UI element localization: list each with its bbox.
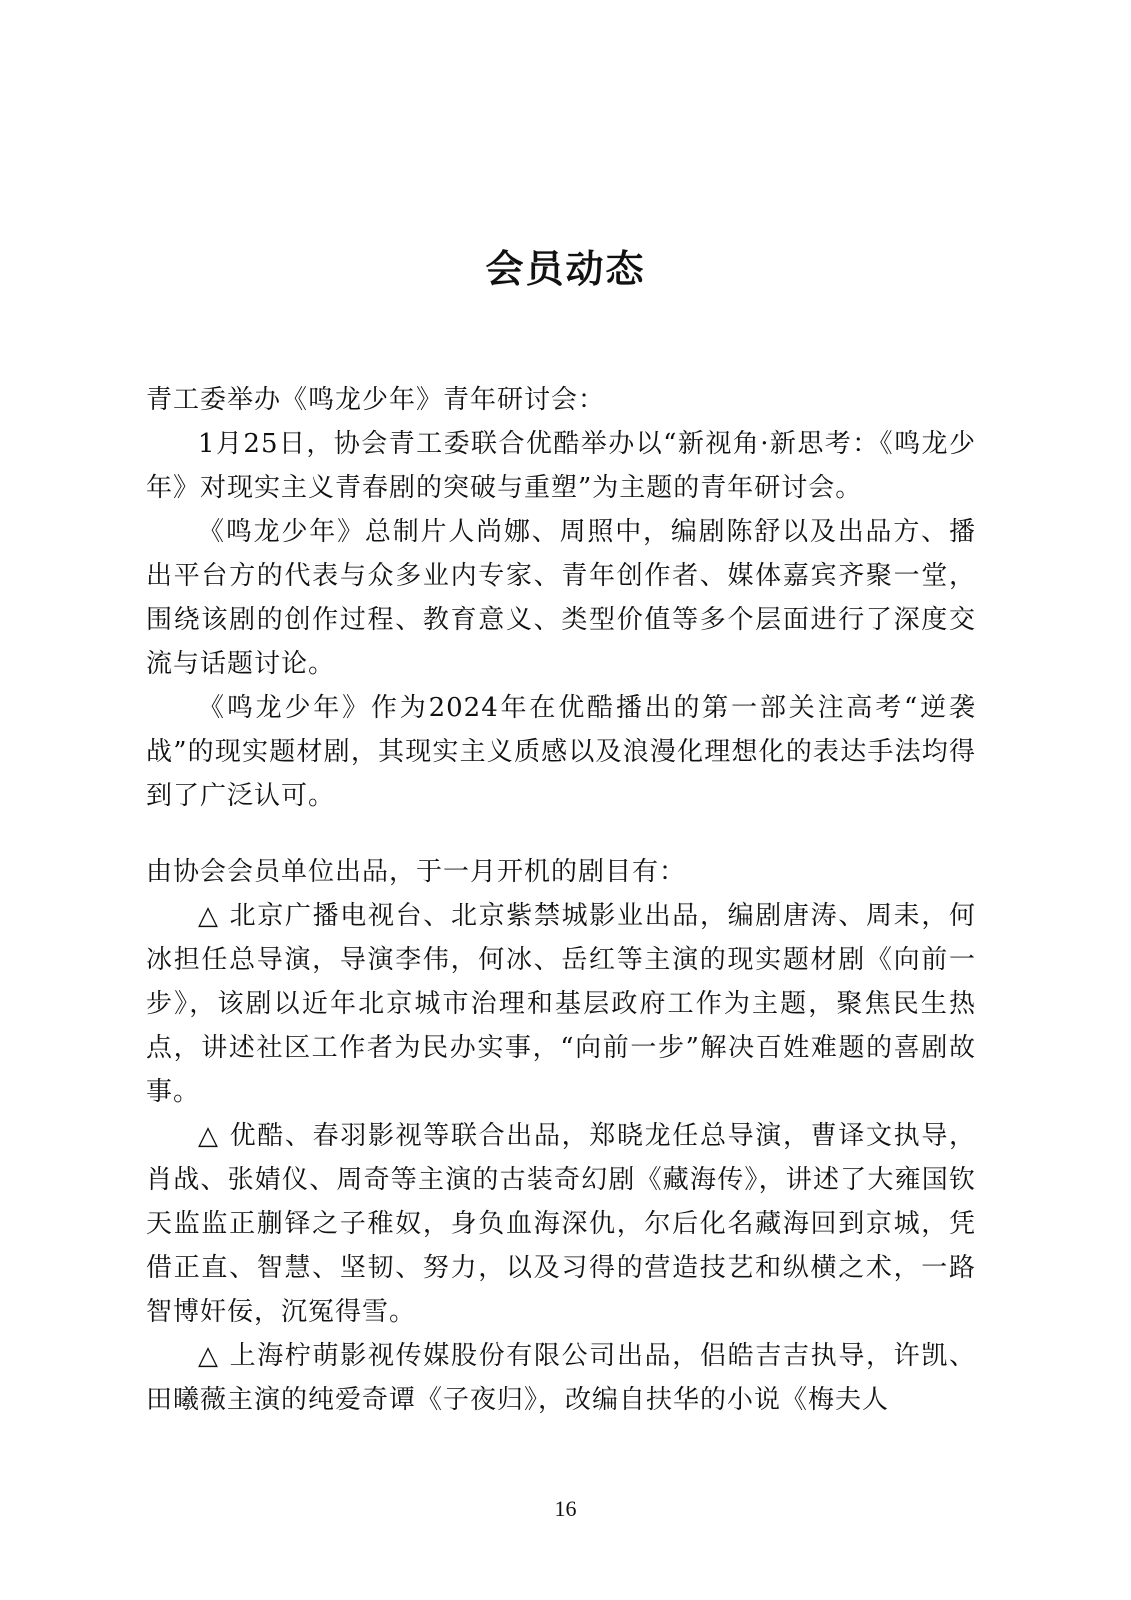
paragraph: 《鸣龙少年》总制片人尚娜、周照中，编剧陈舒以及出品方、播出平台方的代表与众多业内专家、青年创作者、媒体嘉宾齐聚一堂，围绕该剧的创作过程、教育意义、类型价值等多个层面进行了深度交流与话题讨论。 xyxy=(146,517,976,679)
section-new-productions xyxy=(146,850,976,1422)
section-seminar xyxy=(146,378,976,818)
page-number: 16 xyxy=(554,1496,577,1521)
page-title: 会员动态 xyxy=(485,247,646,291)
section-heading-productions: 由协会会员单位出品，于一月开机的剧目有： xyxy=(146,857,687,887)
production-item: △ 北京广播电视台、北京紫禁城影业出品，编剧唐涛、周耒，何冰担任总导演，导演李伟，何冰、岳红等主演的现实题材剧《向前一步》，该剧以近年北京城市治理和基层政府工作为主题，聚焦民生热点，讲述社区工作者为民办实事，“向前一步”解决百姓难题的喜剧故事。 xyxy=(146,901,976,1107)
production-item: △ 上海柠萌影视传媒股份有限公司出品，侣皓吉吉执导，许凯、田曦薇主演的纯爱奇谭《子夜归》，改编自扶华的小说《梅夫人 xyxy=(146,1341,976,1415)
paragraph: 《鸣龙少年》作为2024年在优酷播出的第一部关注高考“逆袭战”的现实题材剧，其现实主义质感以及浪漫化理想化的表达手法均得到了广泛认可。 xyxy=(146,693,976,811)
paragraph: 1月25日，协会青工委联合优酷举办以“新视角·新思考：《鸣龙少年》对现实主义青春剧的突破与重塑”为主题的青年研讨会。 xyxy=(146,429,976,503)
production-item: △ 优酷、春羽影视等联合出品，郑晓龙任总导演，曹译文执导，肖战、张婧仪、周奇等主演的古装奇幻剧《藏海传》，讲述了大雍国钦天监监正蒯铎之子稚奴，身负血海深仇，尔后化名藏海回到京城，凭借正直、智慧、坚韧、努力，以及习得的营造技艺和纵横之术，一路智博奸佞，沉冤得雪。 xyxy=(146,1121,976,1327)
section-heading-seminar: 青工委举办《鸣龙少年》青年研讨会： xyxy=(146,385,606,415)
